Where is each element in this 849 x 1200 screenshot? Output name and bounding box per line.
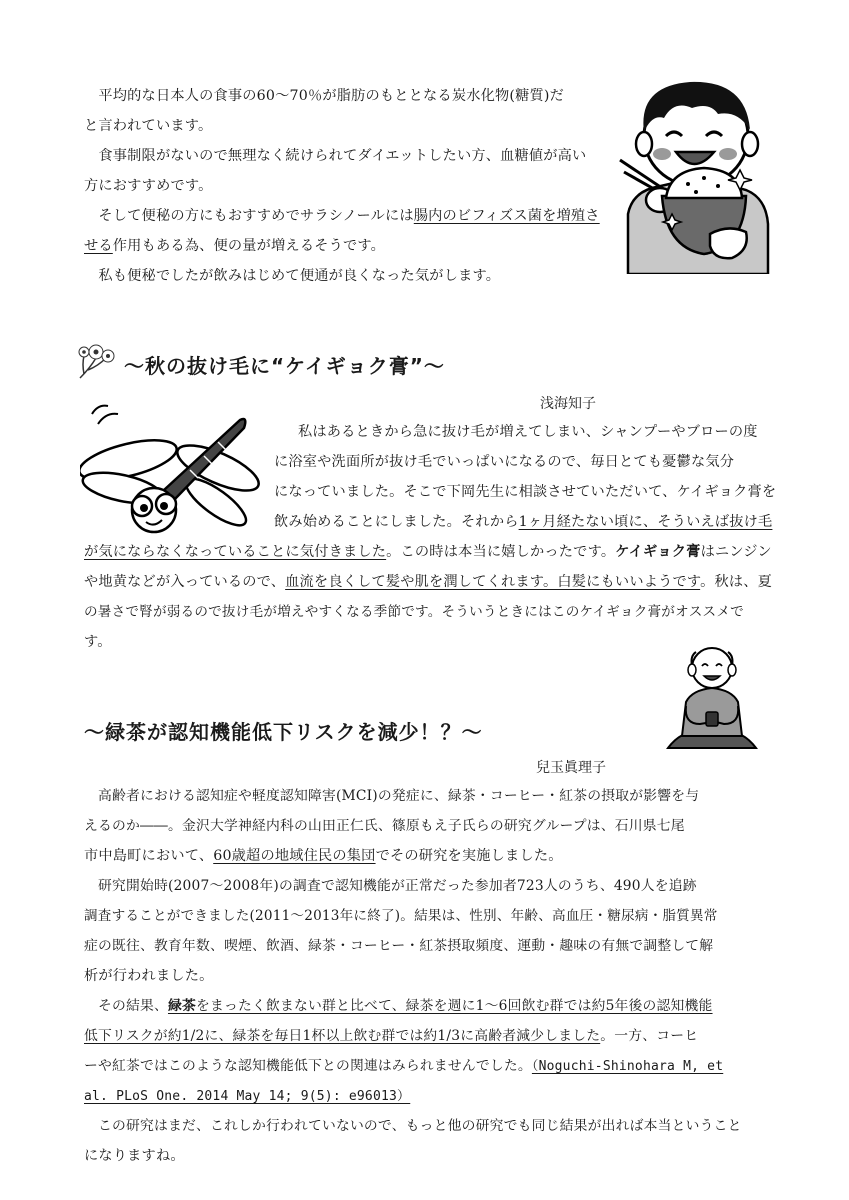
underlined-phrase: せる bbox=[84, 238, 113, 254]
underlined-phrase: をまったく飲まない群と比べて、緑茶を週に1～6回飲む群では約5年後の認知機能 bbox=[195, 998, 713, 1014]
paragraph-line: 方におすすめです。 bbox=[84, 178, 213, 194]
paragraph-line: その結果、緑茶をまったく飲まない群と比べて、緑茶を週に1～6回飲む群では約5年後の認知機能 bbox=[84, 998, 713, 1014]
paragraph-line: 症の既往、教育年数、喫煙、飲酒、緑茶・コーヒー・紅茶摂取頻度、運動・趣味の有無で調整して解 bbox=[84, 938, 714, 954]
paragraph-line: 析が行われました。 bbox=[84, 968, 214, 984]
paragraph-line: に浴室や洗面所が抜け毛でいっぱいになるので、毎日とても憂鬱な気分 bbox=[274, 454, 735, 470]
paragraph-line: が気にならなくなっていることに気付きました。この時は本当に嬉しかったです。ケイギョク膏はニンジン bbox=[84, 544, 772, 560]
paragraph-line: この研究はまだ、これしか行われていないので、もっと他の研究でも同じ結果が出れば本当ということ bbox=[84, 1118, 742, 1134]
paragraph-line: 市中島町において、60歳超の地域住民の集団でその研究を実施しました。 bbox=[84, 848, 563, 864]
boy-eating-rice-icon bbox=[618, 74, 778, 274]
paragraph-line: 飲み始めることにしました。それから1ヶ月経たない頃に、そういえば抜け毛 bbox=[274, 514, 773, 530]
paragraph-line: えるのか――。金沢大学神経内科の山田正仁氏、篠原もえ子氏らの研究グループは、石川県七尾 bbox=[84, 818, 685, 834]
flower-icon bbox=[74, 340, 120, 380]
paragraph-line: 平均的な日本人の食事の60～70％が脂肪のもととなる炭水化物(糖質)だ bbox=[84, 88, 565, 104]
paragraph-line: 低下リスクが約1/2に、緑茶を毎日1杯以上飲む群では約1/3に高齢者減少しました。一方、コーヒ bbox=[84, 1028, 699, 1044]
paragraph-line: 私も便秘でしたが飲みはじめて便通が良くなった気がします。 bbox=[84, 268, 501, 284]
section-title: ～秋の抜け毛に“ケイギョク膏”～ bbox=[124, 354, 445, 378]
paragraph-line: や地黄などが入っているので、血流を良くして髪や肌を潤してくれます。白髪にもいいようです。秋は、夏 bbox=[84, 574, 773, 590]
paragraph-line: 研究開始時(2007～2008年)の調査で認知機能が正常だった参加者723人のうち、490人を追跡 bbox=[84, 878, 697, 894]
elderly-man-drinking-tea-icon bbox=[664, 640, 760, 754]
bold-term: ケイギョク膏 bbox=[615, 544, 701, 560]
paragraph-line: す。 bbox=[84, 634, 112, 650]
dragonfly-icon bbox=[80, 398, 262, 536]
paragraph-line: の暑さで腎が弱るので抜け毛が増えやすくなる季節です。そういうときにはこのケイギョク膏がオススメで bbox=[84, 604, 744, 620]
paragraph-line: になっていました。そこで下岡先生に相談させていただいて、ケイギョク膏を bbox=[274, 484, 777, 500]
paragraph-line: 高齢者における認知症や軽度認知障害(MCI)の発症に、緑茶・コーヒー・紅茶の摂取が影響を与 bbox=[84, 788, 700, 804]
paragraph-line: と言われています。 bbox=[84, 118, 213, 134]
underlined-phrase: 1ヶ月経たない頃に、そういえば抜け毛 bbox=[518, 514, 773, 530]
paragraph-line: 私はあるときから急に抜け毛が増えてしまい、シャンプーやブローの度 bbox=[298, 424, 758, 440]
underlined-phrase: 低下リスクが約1/2に、緑茶を毎日1杯以上飲む群では約1/3に高齢者減少しました bbox=[84, 1028, 601, 1044]
underlined-phrase: 腸内のビフィズス菌を増殖さ bbox=[413, 208, 600, 224]
underlined-phrase: 60歳超の地域住民の集団 bbox=[213, 848, 376, 864]
section-title: ～緑茶が認知機能低下リスクを減少！？～ bbox=[84, 720, 483, 744]
author-name: 浅海知子 bbox=[540, 396, 596, 412]
paragraph-line bbox=[84, 1086, 410, 1107]
author-name: 兒玉眞理子 bbox=[536, 760, 606, 776]
underlined-phrase: が気にならなくなっていることに気付きました bbox=[84, 544, 387, 560]
paragraph-line: せる作用もある為、便の量が増えるそうです。 bbox=[84, 238, 386, 254]
paragraph-line: 食事制限がないので無理なく続けられてダイエットしたい方、血糖値が高い bbox=[84, 148, 587, 164]
underlined-phrase: 血流を良くして髪や肌を潤してくれます。白髪にもいいようです bbox=[285, 574, 701, 590]
citation: （Noguchi-Shinohara M, et bbox=[531, 1059, 724, 1074]
bold-term: 緑茶 bbox=[167, 998, 196, 1014]
paragraph-line: ーや紅茶ではこのような認知機能低下との関連はみられませんでした。（Noguchi-Shinohara M, et bbox=[84, 1058, 724, 1074]
paragraph-line: そして便秘の方にもおすすめでサラシノールには腸内のビフィズス菌を増殖さ bbox=[84, 208, 600, 224]
paragraph-line: になりますね。 bbox=[84, 1148, 185, 1164]
citation: al. PLoS One. 2014 May 14; 9(5): e96013） bbox=[84, 1089, 411, 1104]
paragraph-line: 調査することができました(2011～2013年に終了)。結果は、性別、年齢、高血圧・糖尿病・脂質異常 bbox=[84, 908, 718, 924]
